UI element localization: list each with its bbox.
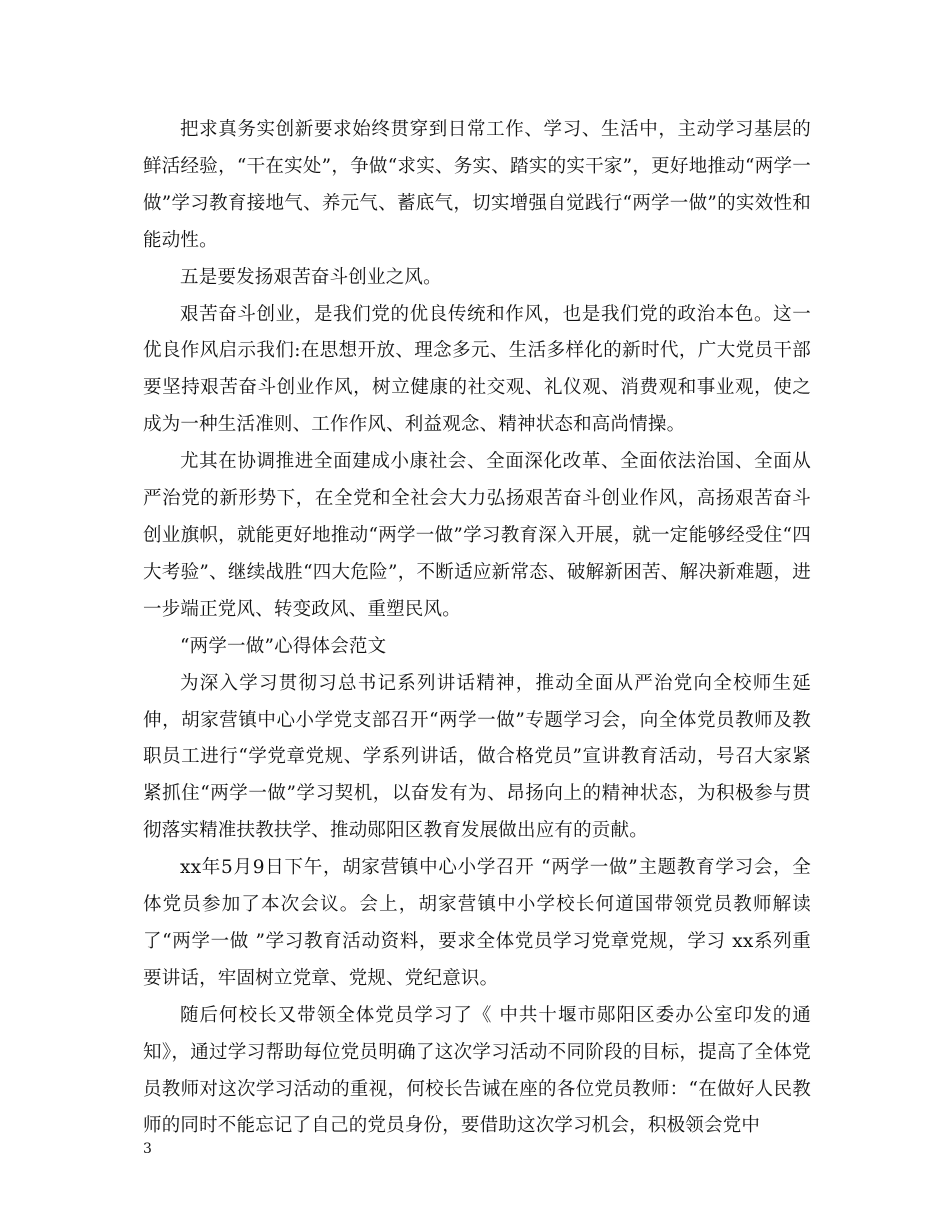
section-title: “两学一做”心得体会范文 [180,635,387,657]
document-body [143,112,811,1145]
paragraph-2: 五是要发扬艰苦奋斗创业之风。 [180,266,442,288]
paragraph-7: xx年5月9日下午，胡家营镇中心小学召开 “两学一做”主题教育学习会，全体党员参加了本次会议。会上，胡家营镇中小学校长何道国带领党员教师解读了“两学一做 ”学习教育活动资料，要求全体党员学习党章党规，学习 xx系列重要讲话，牢固树立党章、党规、党纪意识。 [143,857,811,989]
paragraph-1: 把求真务实创新要求始终贯穿到日常工作、学习、生活中，主动学习基层的鲜活经验，“干在实处”，争做“求实、务实、踏实的实干家”，更好地推动“两学一做”学习教育接地气、养元气、蓄底气，切实增强自觉践行“两学一做”的实效性和能动性。 [143,119,811,251]
paragraph-6: 为深入学习贯彻习总书记系列讲话精神，推动全面从严治党向全校师生延伸，胡家营镇中心小学党支部召开“两学一做”专题学习会，向全体党员教师及教职员工进行“学党章党规、学系列讲话，做合格党员”宣讲教育活动，号召大家紧紧抓住“两学一做”学习契机，以奋发有为、昂扬向上的精神状态，为积极参与贯彻落实精准扶教扶学、推动郧阳区教育发展做出应有的贡献。 [143,672,811,842]
paragraph-8: 随后何校长又带领全体党员学习了《 中共十堰市郧阳区委办公室印发的通知》，通过学习帮助每位党员明确了这次学习活动不同阶段的目标，提高了全体党员教师对这次学习活动的重视，何校长告诫在座的各位党员教师：“在做好人民教师的同时不能忘记了自己的党员身份，要借助这次学习机会，积极领会党中 [143,1004,811,1137]
paragraph-4: 尤其在协调推进全面建成小康社会、全面深化改革、全面依法治国、全面从严治党的新形势下，在全党和全社会大力弘扬艰苦奋斗创业作风，高扬艰苦奋斗创业旗帜，就能更好地推动“两学一做”学习教育深入开展，就一定能够经受住“四大考验”、继续战胜“四大危险”，不断适应新常态、破解新困苦、解决新难题，进一步端正党风、转变政风、重塑民风。 [143,451,811,620]
paragraph-3: 艰苦奋斗创业，是我们党的优良传统和作风，也是我们党的政治本色。这一优良作风启示我们:在思想开放、理念多元、生活多样化的新时代，广大党员干部要坚持艰苦奋斗创业作风，树立健康的社交观、礼仪观、消费观和事业观，使之成为一种生活准则、工作作风、利益观念、精神状态和高尚情操。 [143,303,811,436]
page-number: 3 [143,1141,152,1157]
